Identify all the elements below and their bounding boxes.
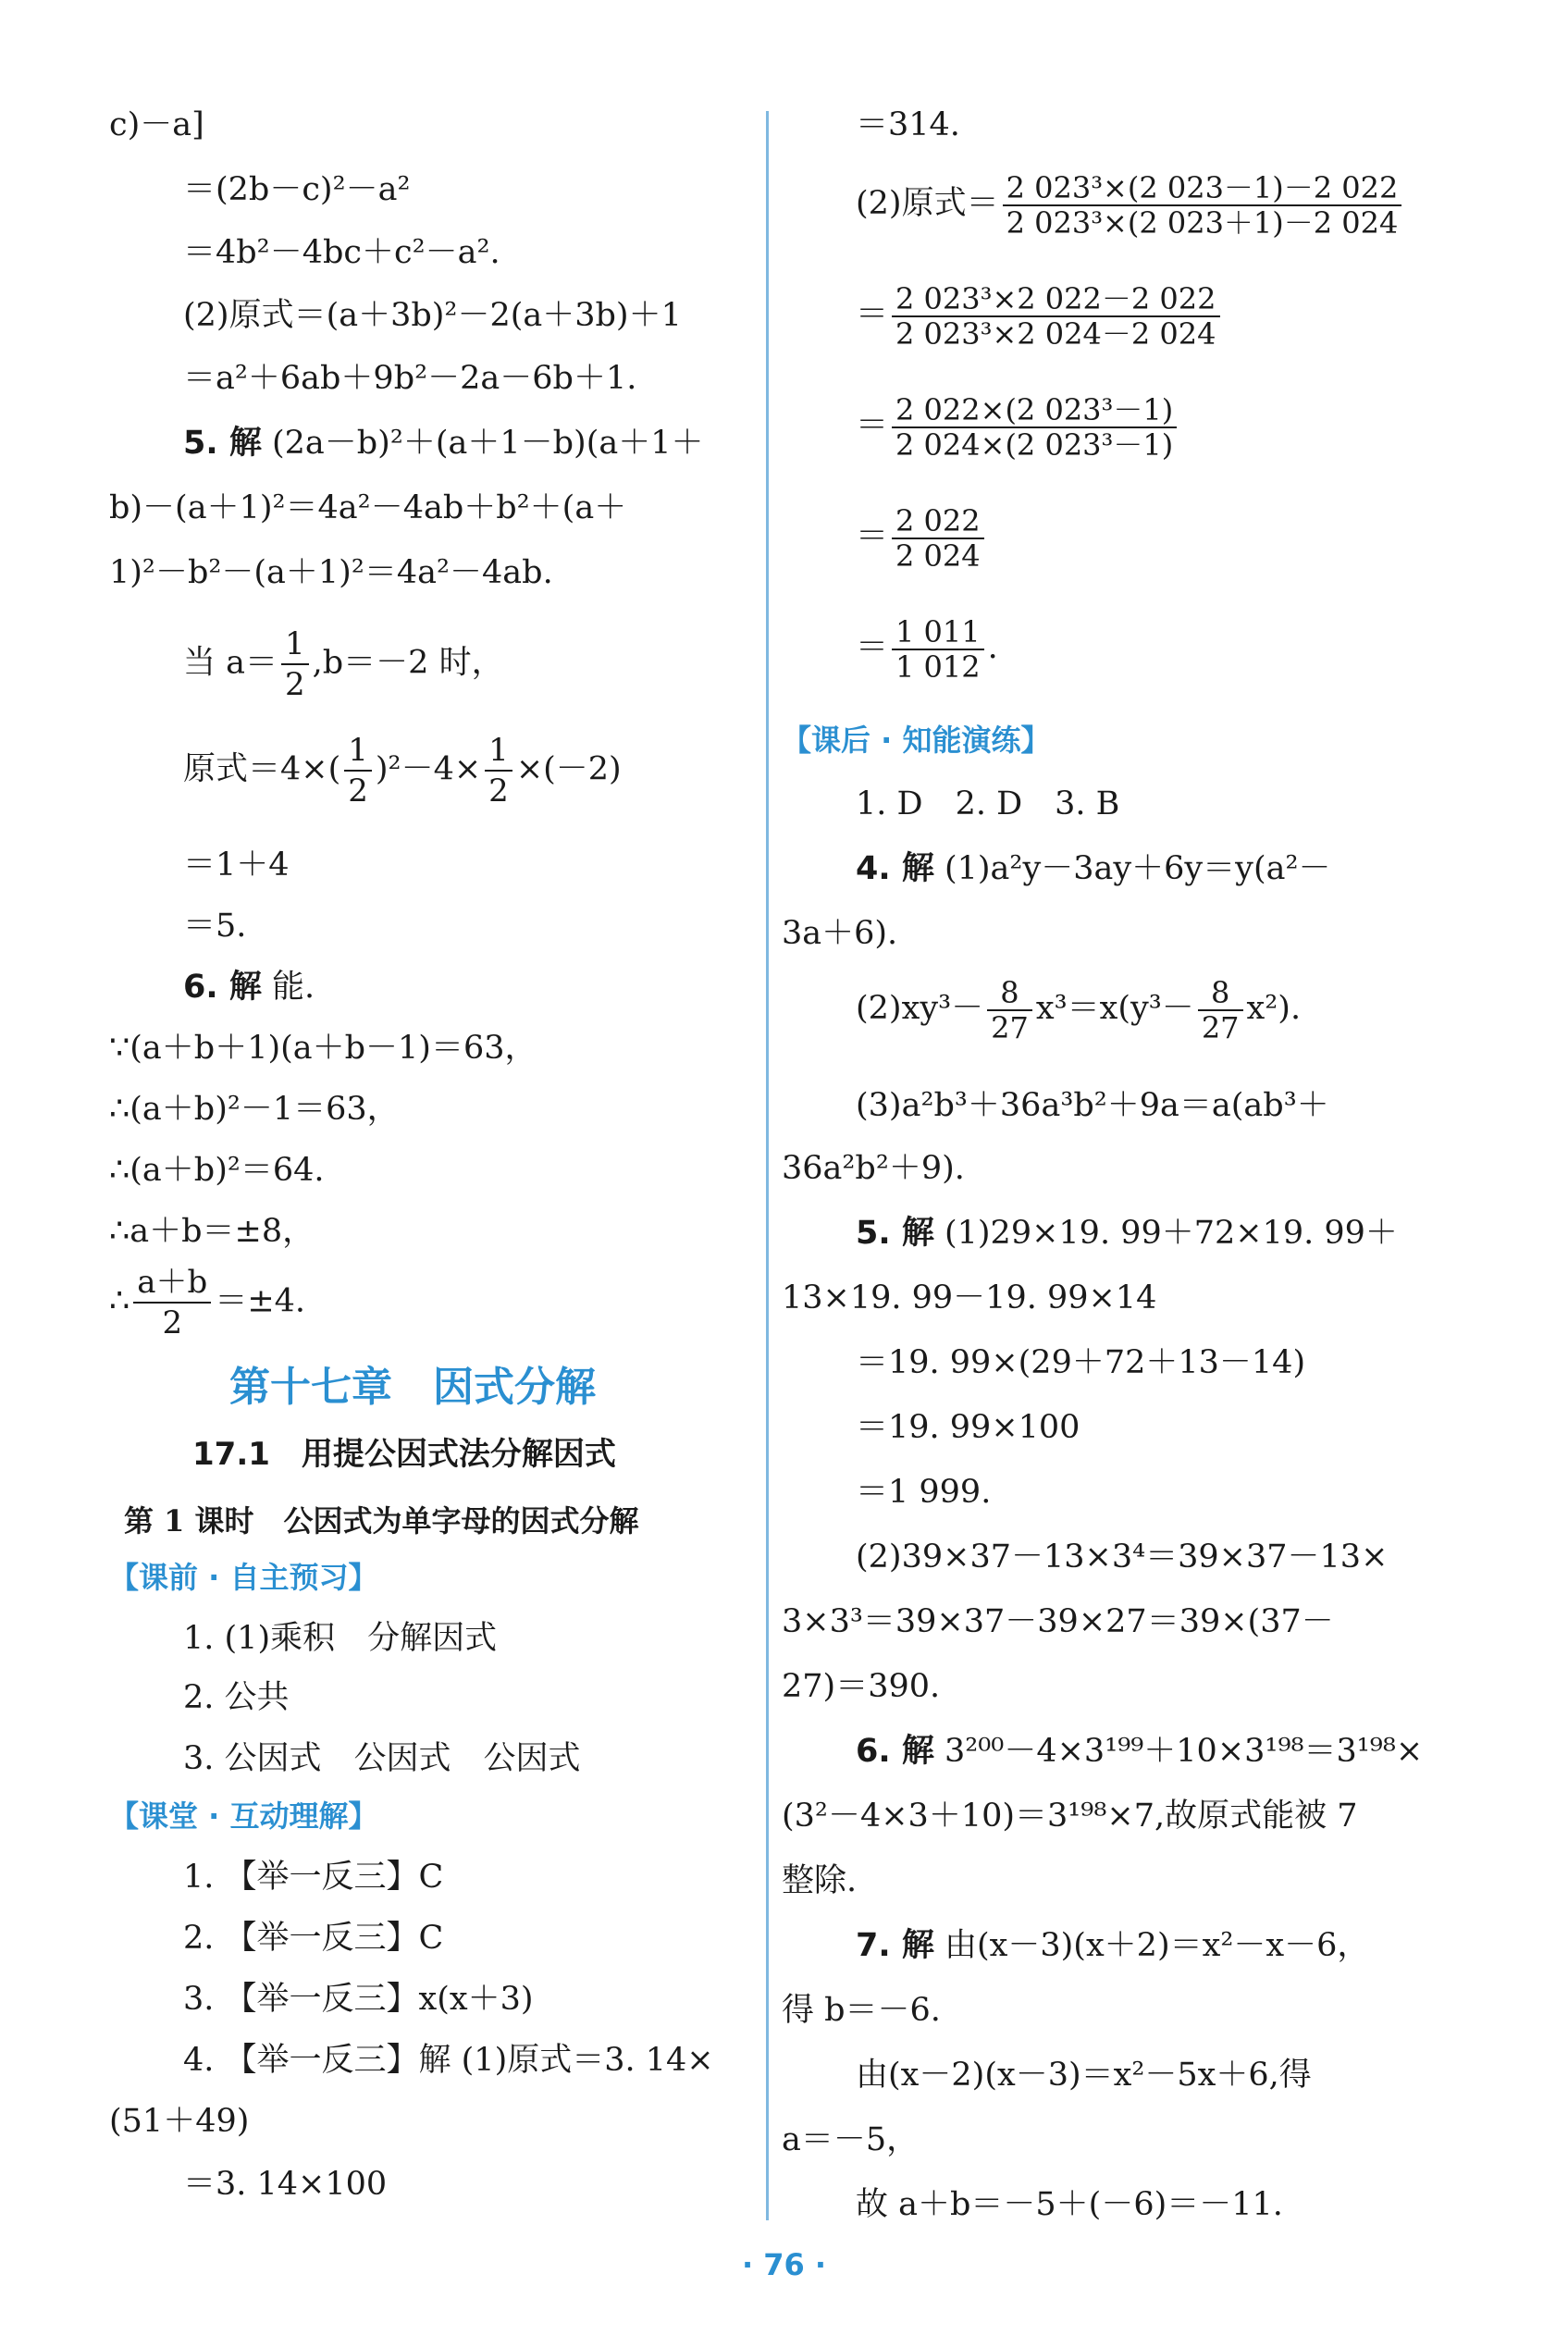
text-line: b)－(a＋1)²＝4a²－4ab＋b²＋(a＋ xyxy=(109,489,627,526)
fraction xyxy=(892,393,1177,462)
denominator: 27 xyxy=(1201,1009,1240,1045)
numerator: a＋b xyxy=(133,1263,211,1304)
text: ＝±4. xyxy=(215,1282,306,1320)
fraction xyxy=(1003,171,1402,240)
text-line: (51＋49) xyxy=(109,2103,250,2140)
denominator: 27 xyxy=(991,1009,1029,1045)
fraction xyxy=(344,731,372,810)
math-line xyxy=(856,967,1301,1050)
text-line: (3²－4×3＋10)＝3¹⁹⁸×7,故原式能被 7 xyxy=(782,1798,1358,1835)
text-line: 4. 【举一反三】解 (1)原式＝3. 14× xyxy=(183,2042,714,2079)
numerator: 2 022×(2 023³－1) xyxy=(892,393,1177,428)
fraction xyxy=(485,731,512,810)
text-line: (2)39×37－13×3⁴＝39×37－13× xyxy=(856,1539,1389,1576)
problem-5 xyxy=(183,425,704,465)
numerator: 1 xyxy=(485,731,512,772)
text-line: a＝－5， xyxy=(782,2121,920,2158)
denominator: 2 xyxy=(162,1304,183,1341)
text-line: 1. (1)乘积 分解因式 xyxy=(183,1620,498,1657)
text-line: ∴(a＋b)²＝64. xyxy=(109,1152,325,1189)
section-header: 【课堂 · 互动理解】 xyxy=(109,1798,378,1834)
text-line: 1)²－b²－(a＋1)²＝4a²－4ab. xyxy=(109,554,553,591)
fraction xyxy=(892,504,984,573)
text: ,b＝－2 时， xyxy=(312,644,504,682)
text: ＝ xyxy=(856,296,889,333)
section-header: 【课前 · 自主预习】 xyxy=(109,1560,378,1595)
text-line: ＝19. 99×100 xyxy=(856,1409,1080,1446)
text-line: 3×3³＝39×37－39×27＝39×(37－ xyxy=(782,1603,1334,1640)
math-line xyxy=(183,731,622,809)
fraction xyxy=(892,615,984,684)
problem-label: 5. 解 xyxy=(856,1215,934,1252)
math-line xyxy=(109,1263,306,1341)
numerator: 8 xyxy=(987,976,1032,1011)
text: (2)xy³－ xyxy=(856,990,984,1027)
text: ＝ xyxy=(856,407,889,444)
problem-label: 5. 解 xyxy=(183,425,262,462)
text: ×(－2) xyxy=(515,750,622,788)
text-line: 得 b＝－6. xyxy=(782,1992,941,2029)
numerator: 1 xyxy=(344,731,372,772)
text-line: 由(x－2)(x－3)＝x²－5x＋6,得 xyxy=(856,2057,1312,2094)
section-title: 17.1 用提公因式法分解因式 xyxy=(192,1436,616,1473)
text-line: (2)原式＝(a＋3b)²－2(a＋3b)＋1 xyxy=(183,297,682,334)
problem-5 xyxy=(856,1215,1398,1255)
text-line: 13×19. 99－19. 99×14 xyxy=(782,1279,1157,1316)
text-line: ∵(a＋b＋1)(a＋b－1)＝63， xyxy=(109,1030,537,1067)
text-line: 36a²b²＋9). xyxy=(782,1150,965,1187)
text: x²). xyxy=(1246,990,1302,1027)
text-line: ＝19. 99×(29＋72＋13－14) xyxy=(856,1344,1306,1381)
text: 当 a＝ xyxy=(183,644,278,682)
text-line: c)－a] xyxy=(109,106,204,143)
numerator: 8 xyxy=(1198,976,1243,1011)
text-line: ＝314. xyxy=(856,106,960,143)
denominator: 2 xyxy=(285,666,305,703)
denominator: 2 024×(2 023³－1) xyxy=(895,426,1174,463)
text-line: ＝(2b－c)²－a² xyxy=(183,171,411,208)
text: 原式＝4×( xyxy=(183,750,341,788)
text-line: 整除. xyxy=(782,1862,858,1899)
denominator: 2 023³×2 024－2 024 xyxy=(895,315,1216,352)
page-number: · 76 · xyxy=(741,2247,827,2282)
problem-4 xyxy=(856,850,1331,891)
denominator: 2 024 xyxy=(895,538,981,574)
problem-label: 6. 解 xyxy=(856,1733,934,1770)
numerator: 2 023³×(2 023－1)－2 022 xyxy=(1003,171,1402,206)
problem-7 xyxy=(856,1927,1369,1968)
text: 由(x－3)(x＋2)＝x²－x－6， xyxy=(933,1927,1370,1964)
text-line: ＝a²＋6ab＋9b²－2a－6b＋1. xyxy=(183,360,637,397)
text-line: ∴a＋b＝±8， xyxy=(109,1213,315,1250)
numerator: 2 022 xyxy=(892,504,984,539)
text-line: 3. 【举一反三】x(x＋3) xyxy=(183,1981,534,2018)
text: ∴ xyxy=(109,1282,130,1320)
text: x³＝x(y³－ xyxy=(1035,990,1194,1027)
problem-label: 4. 解 xyxy=(856,850,934,887)
text-line: ＝1＋4 xyxy=(183,847,290,884)
section-header: 【课后 · 知能演练】 xyxy=(782,723,1051,758)
math-line xyxy=(856,495,988,578)
text: (2a－b)²＋(a＋1－b)(a＋1＋ xyxy=(261,425,704,462)
numerator: 1 xyxy=(281,624,309,665)
text-line: (3)a²b³＋36a³b²＋9a＝a(ab³＋ xyxy=(856,1087,1329,1124)
math-line xyxy=(856,162,1405,245)
problem-label: 6. 解 xyxy=(183,969,262,1006)
denominator: 2 xyxy=(488,772,509,809)
text-line: 2. 公共 xyxy=(183,1679,290,1716)
text-line: 1. D 2. D 3. B xyxy=(856,785,1120,822)
fraction xyxy=(133,1263,211,1342)
math-line xyxy=(183,624,504,703)
chapter-title: 第十七章 因式分解 xyxy=(229,1364,596,1411)
problem-6 xyxy=(856,1733,1423,1773)
text-line: 3a＋6). xyxy=(782,915,898,952)
text-line: 故 a＋b＝－5＋(－6)＝－11. xyxy=(856,2186,1283,2223)
text-line: 2. 【举一反三】C xyxy=(183,1920,444,1957)
text-line: ＝1 999. xyxy=(856,1474,992,1511)
column-divider xyxy=(766,111,769,2220)
text: (1)a²y－3ay＋6y＝y(a²－ xyxy=(933,850,1331,887)
text-line: ＝5. xyxy=(183,908,247,945)
fraction xyxy=(1198,976,1243,1044)
text-line: ∴(a＋b)²－1＝63， xyxy=(109,1091,400,1128)
text-line: ＝4b²－4bc＋c²－a². xyxy=(183,234,500,271)
fraction xyxy=(987,976,1032,1044)
numerator: 1 011 xyxy=(892,615,984,650)
lesson-title: 第 1 课时 公因式为单字母的因式分解 xyxy=(124,1503,639,1539)
text: ＝ xyxy=(856,518,889,555)
text-line: 1. 【举一反三】C xyxy=(183,1859,444,1896)
text-line: 3. 公因式 公因式 公因式 xyxy=(183,1740,581,1777)
math-line xyxy=(856,384,1180,467)
text: (2)原式＝ xyxy=(856,185,999,222)
denominator: 2 xyxy=(348,772,368,809)
problem-label: 7. 解 xyxy=(856,1927,934,1964)
text: 能. xyxy=(261,969,315,1006)
math-line xyxy=(856,273,1224,356)
problem-6 xyxy=(183,969,315,1009)
text-line: 27)＝390. xyxy=(782,1668,941,1705)
text: )²－4× xyxy=(375,750,482,788)
text-line: ＝3. 14×100 xyxy=(183,2166,388,2203)
text: (1)29×19. 99＋72×19. 99＋ xyxy=(933,1215,1398,1252)
numerator: 2 023³×2 022－2 022 xyxy=(892,282,1219,317)
text: 3²⁰⁰－4×3¹⁹⁹＋10×3¹⁹⁸＝3¹⁹⁸× xyxy=(933,1733,1424,1770)
math-line: ＝ $\frac{1 011}{1 012}$ . xyxy=(856,613,998,685)
denominator: 2 023³×(2 023＋1)－2 024 xyxy=(1006,204,1399,241)
fraction xyxy=(281,624,309,704)
fraction xyxy=(892,282,1219,351)
denominator: 1 012 xyxy=(895,649,981,685)
text: ＝ xyxy=(856,629,889,666)
